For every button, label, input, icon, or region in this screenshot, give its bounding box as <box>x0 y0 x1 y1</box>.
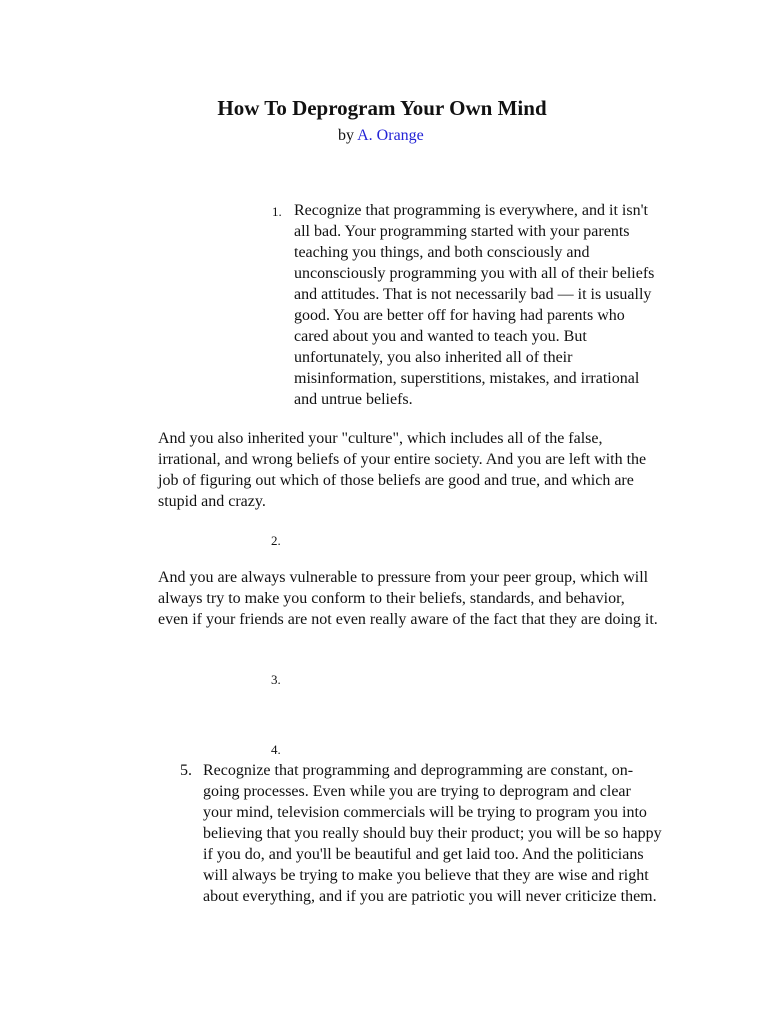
body-paragraph-culture: And you also inherited your "culture", which includes all of the false, irrational, and wrong beliefs of your entire society. And you are left with the job of figuring out which of those beliefs are good and true, and which are stupid and crazy. <box>158 430 647 510</box>
list-number-3: 3. <box>271 672 281 687</box>
list-number-1: 1. <box>272 204 282 219</box>
byline-prefix: by <box>338 127 354 144</box>
list-number-2: 2. <box>271 533 281 548</box>
list-item-5-text: Recognize that programming and deprogramming are constant, on-going processes. Even while you are trying to deprogram and clear your mind, television commercials will be trying to program you into believing that you really should buy their product; you will be so happy if you do, and you'll be beautiful and get laid too. And the politicians will always be trying to make you believe that they are wise and right about everything, and if you are patriotic you will never criticize them. <box>203 762 662 905</box>
list-item-1-text: Recognize that programming is everywhere, and it isn't all bad. Your programming started with your parents teaching you things, and both consciously and unconsciously programming you with all of their beliefs and attitudes. That is not necessarily bad — it is usually good. You are better off for having had parents who cared about you and wanted to teach you. But unfortunately, you also inherited all of their misinformation, superstitions, mistakes, and irrational and untrue beliefs. <box>294 202 655 408</box>
page-title: How To Deprogram Your Own Mind <box>217 96 547 120</box>
author-link[interactable]: A. Orange <box>357 127 424 144</box>
byline <box>338 125 424 146</box>
body-paragraph-peer-group: And you are always vulnerable to pressure from your peer group, which will always try to make you conform to their beliefs, standards, and behavior, even if your friends are not even really aware of the fact that they are doing it. <box>158 569 658 628</box>
list-number-4: 4. <box>271 742 281 757</box>
list-number-5: 5. <box>180 762 192 779</box>
